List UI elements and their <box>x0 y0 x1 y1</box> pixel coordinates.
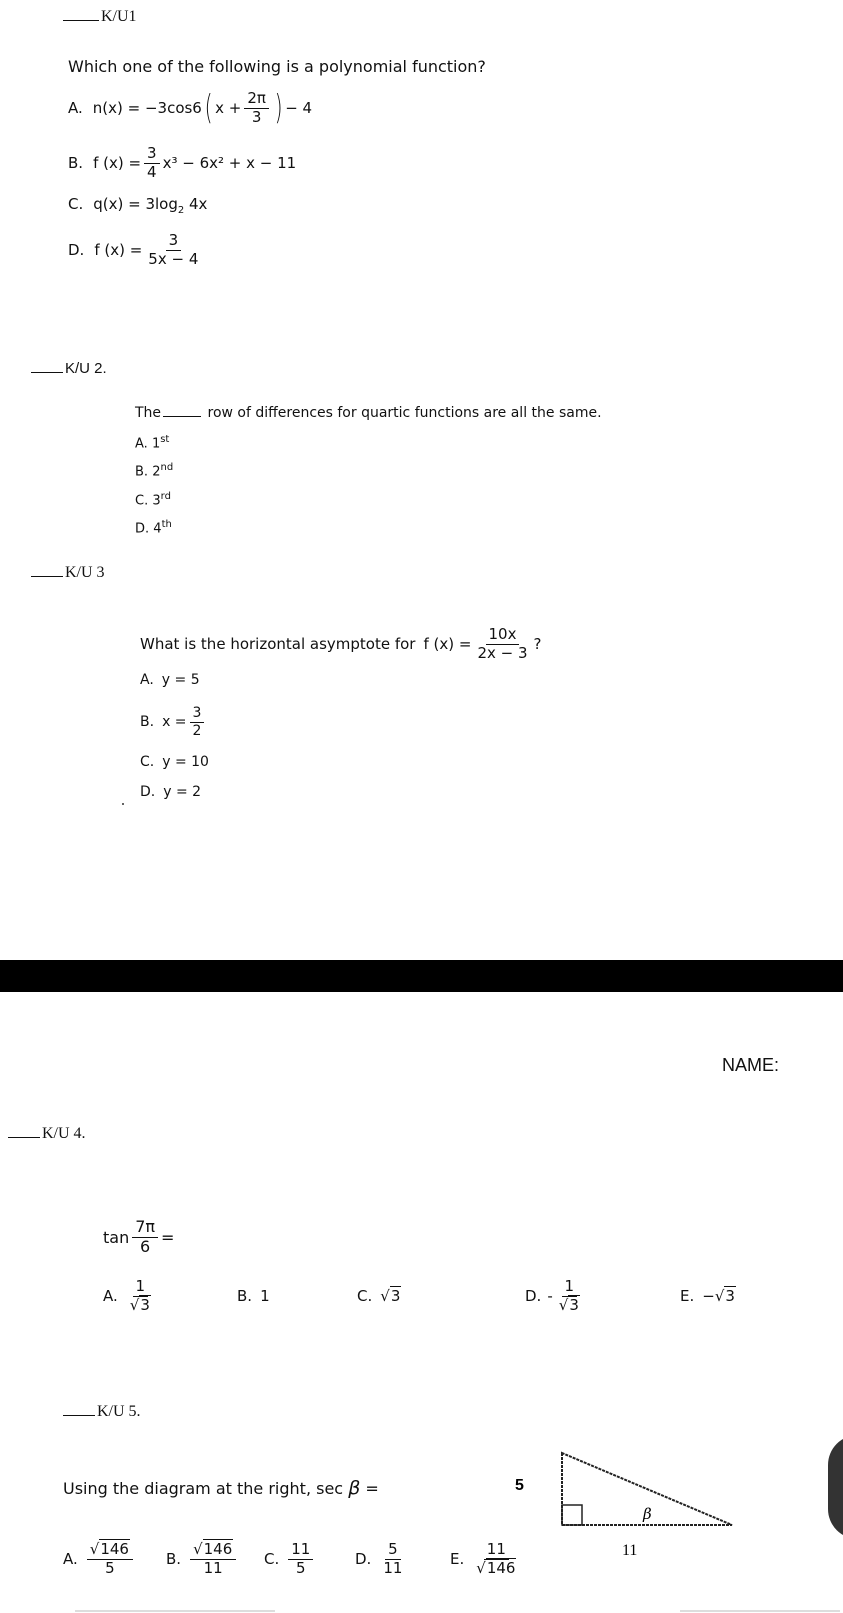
option-value: 2 <box>152 464 161 480</box>
fraction-numerator: 2π <box>244 91 269 109</box>
sqrt-icon: √ <box>558 1295 569 1314</box>
equals-sign: = <box>365 1479 379 1498</box>
left-paren: ( <box>204 88 213 128</box>
option-value: 3 <box>152 492 161 508</box>
option-letter: B. <box>140 714 155 730</box>
radicand: 3 <box>569 1295 579 1314</box>
q4-option-e[interactable] <box>680 1287 736 1305</box>
q1-option-c[interactable] <box>68 195 207 216</box>
option-letter: C. <box>68 195 84 213</box>
q3-option-d[interactable] <box>140 784 201 800</box>
sqrt-icon: √ <box>89 1539 100 1558</box>
q3-option-b[interactable] <box>140 700 207 744</box>
fraction-numerator: 3 <box>166 233 182 251</box>
fraction-numerator: 7π <box>132 1219 158 1238</box>
edge-overlay-shape <box>828 1435 843 1539</box>
fraction-numerator: 3 <box>190 706 205 723</box>
q2-prompt-before: The <box>135 405 162 421</box>
fraction-numerator: 5 <box>385 1542 401 1560</box>
option-letter: A. <box>140 672 154 688</box>
q2-option-a[interactable] <box>135 428 173 456</box>
q4-option-d[interactable] <box>525 1270 586 1322</box>
negative-sign: − <box>702 1287 715 1305</box>
radicand: 3 <box>140 1295 150 1314</box>
option-value: y = 5 <box>161 672 200 688</box>
q2-prompt-after: row of differences for quartic functions are all the same. <box>207 405 602 421</box>
option-letter: E. <box>450 1550 465 1568</box>
option-a-x: x + <box>215 99 242 117</box>
fraction-denominator: 5 <box>296 1558 306 1577</box>
angle-label: β <box>643 1505 652 1523</box>
fraction-numerator: 11 <box>288 1542 313 1560</box>
radicand: 146 <box>100 1539 129 1558</box>
q5-option-d[interactable] <box>355 1532 408 1586</box>
option-letter: B. <box>166 1550 182 1568</box>
option-letter: B. <box>68 154 84 172</box>
option-value: 4 <box>153 521 162 537</box>
option-c-text: q(x) = 3log <box>93 195 178 213</box>
fraction-denominator: 11 <box>203 1558 223 1577</box>
fraction-denominator: 2x − 3 <box>477 643 528 662</box>
q3-tag: K/U 3 <box>65 564 105 581</box>
fraction-numerator: 11 <box>484 1542 509 1560</box>
option-letter: A. <box>135 436 148 452</box>
q5-option-c[interactable] <box>264 1532 316 1586</box>
q1-header <box>63 8 137 26</box>
ordinal-suffix: th <box>161 518 172 530</box>
q5-prompt-text: Using the diagram at the right, sec <box>63 1479 344 1498</box>
option-letter: C. <box>140 754 155 770</box>
q4-tag: K/U 4. <box>42 1125 86 1142</box>
q4-header <box>8 1125 86 1143</box>
q1-option-b[interactable] <box>68 143 296 183</box>
q4-option-b[interactable] <box>237 1287 270 1305</box>
option-letter: A. <box>63 1550 78 1568</box>
option-value: 1 <box>260 1287 270 1305</box>
negative-sign: - <box>547 1287 553 1305</box>
q3-header <box>31 564 105 582</box>
right-angle-marker <box>562 1505 582 1525</box>
equals-sign: = <box>161 1227 175 1247</box>
q5-tag: K/U 5. <box>97 1403 141 1420</box>
option-c-tail: 4x <box>184 195 208 213</box>
option-letter: A. <box>68 99 83 117</box>
fraction-numerator: 1 <box>133 1279 149 1297</box>
option-b-tail: x³ − 6x² + x − 11 <box>162 154 297 172</box>
side-vertical-label: 5 <box>515 1477 524 1494</box>
fraction-denominator: 5 <box>105 1558 115 1577</box>
page-separator-band <box>0 960 843 992</box>
fraction-numerator: 3 <box>144 146 160 164</box>
sqrt-icon: √ <box>476 1558 486 1577</box>
option-a-tail: − 4 <box>285 99 313 117</box>
q3-prompt-text: What is the horizontal asymptote for <box>140 635 416 653</box>
option-letter: B. <box>135 464 149 480</box>
q5-header <box>63 1403 141 1421</box>
radicand: 146 <box>203 1539 233 1558</box>
q4-expression <box>103 1212 174 1262</box>
option-letter: C. <box>357 1287 373 1305</box>
bottom-rule-right <box>680 1610 840 1612</box>
ordinal-suffix: nd <box>160 462 174 474</box>
q2-option-c[interactable] <box>135 485 173 513</box>
fraction-numerator: 10x <box>486 627 520 645</box>
q2-header <box>31 360 107 377</box>
option-letter: D. <box>525 1287 542 1305</box>
radicand: 146 <box>486 1558 516 1577</box>
q3-function-lhs: f (x) = <box>423 635 472 653</box>
option-letter: D. <box>140 784 156 800</box>
sqrt-icon: √ <box>193 1539 203 1558</box>
side-horizontal-label: 11 <box>622 1542 638 1559</box>
option-letter: E. <box>680 1287 695 1305</box>
stray-dot <box>122 803 124 805</box>
q5-option-b[interactable] <box>166 1532 239 1586</box>
q3-option-c[interactable] <box>140 754 209 770</box>
option-letter: D. <box>135 521 150 537</box>
radicand: 3 <box>390 1287 401 1305</box>
q5-prompt <box>63 1477 379 1499</box>
option-letter: C. <box>264 1550 280 1568</box>
option-letter: C. <box>135 492 149 508</box>
q2-option-b[interactable] <box>135 456 173 484</box>
option-letter: A. <box>103 1287 118 1305</box>
answer-blank[interactable] <box>31 372 63 373</box>
fraction-denominator: 2 <box>192 722 202 739</box>
right-triangle-diagram <box>500 1445 750 1565</box>
sqrt-icon: √ <box>129 1295 140 1314</box>
radicand: 3 <box>725 1287 735 1305</box>
q2-options <box>135 428 173 541</box>
q3-prompt <box>140 622 542 666</box>
q2-prompt <box>135 405 602 421</box>
answer-blank[interactable] <box>8 1137 40 1138</box>
ordinal-suffix: st <box>160 434 170 445</box>
fraction-denominator: 6 <box>140 1236 151 1256</box>
option-value: y = 2 <box>163 784 202 800</box>
option-b-lhs: x = <box>162 714 187 730</box>
bottom-rule-left <box>75 1610 275 1612</box>
q1-prompt: Which one of the following is a polynomial function? <box>68 57 486 76</box>
option-letter: D. <box>355 1550 372 1568</box>
option-b-lhs: f (x) = <box>93 154 142 172</box>
q2-option-d[interactable] <box>135 513 173 541</box>
answer-blank[interactable] <box>63 20 99 21</box>
option-d-lhs: f (x) = <box>94 241 143 259</box>
answer-blank[interactable] <box>31 576 63 577</box>
sqrt-icon: √ <box>380 1287 390 1305</box>
q1-option-d[interactable] <box>68 228 204 272</box>
answer-blank[interactable] <box>63 1415 95 1416</box>
option-letter: B. <box>237 1287 253 1305</box>
fraction-denominator: 3 <box>251 107 262 126</box>
right-paren: ) <box>274 88 283 128</box>
q3-option-a[interactable] <box>140 672 200 688</box>
log-base: 2 <box>177 205 185 216</box>
name-label: NAME: <box>722 1055 780 1075</box>
option-a-lhs: n(x) = −3cos6 <box>92 99 202 117</box>
q1-option-a[interactable] <box>68 88 312 128</box>
fraction-denominator: 4 <box>147 162 157 181</box>
option-letter: D. <box>68 241 85 259</box>
sqrt-icon: √ <box>714 1287 725 1305</box>
ordinal-suffix: rd <box>160 490 171 502</box>
q2-tag: K/U 2. <box>65 360 107 377</box>
q4-option-c[interactable] <box>357 1287 401 1305</box>
q5-option-a[interactable] <box>63 1532 136 1586</box>
fill-blank[interactable] <box>163 416 201 417</box>
option-value: 1 <box>151 436 161 452</box>
option-value: y = 10 <box>162 754 209 770</box>
tan-function: tan <box>103 1227 130 1247</box>
fraction-numerator: 1 <box>562 1279 578 1297</box>
beta-symbol: β <box>348 1477 361 1499</box>
q1-tag: K/U1 <box>101 8 137 25</box>
q4-option-a[interactable] <box>103 1270 157 1322</box>
fraction-denominator: 5x − 4 <box>148 249 199 268</box>
question-mark: ? <box>533 635 542 653</box>
fraction-denominator: 11 <box>383 1558 403 1577</box>
